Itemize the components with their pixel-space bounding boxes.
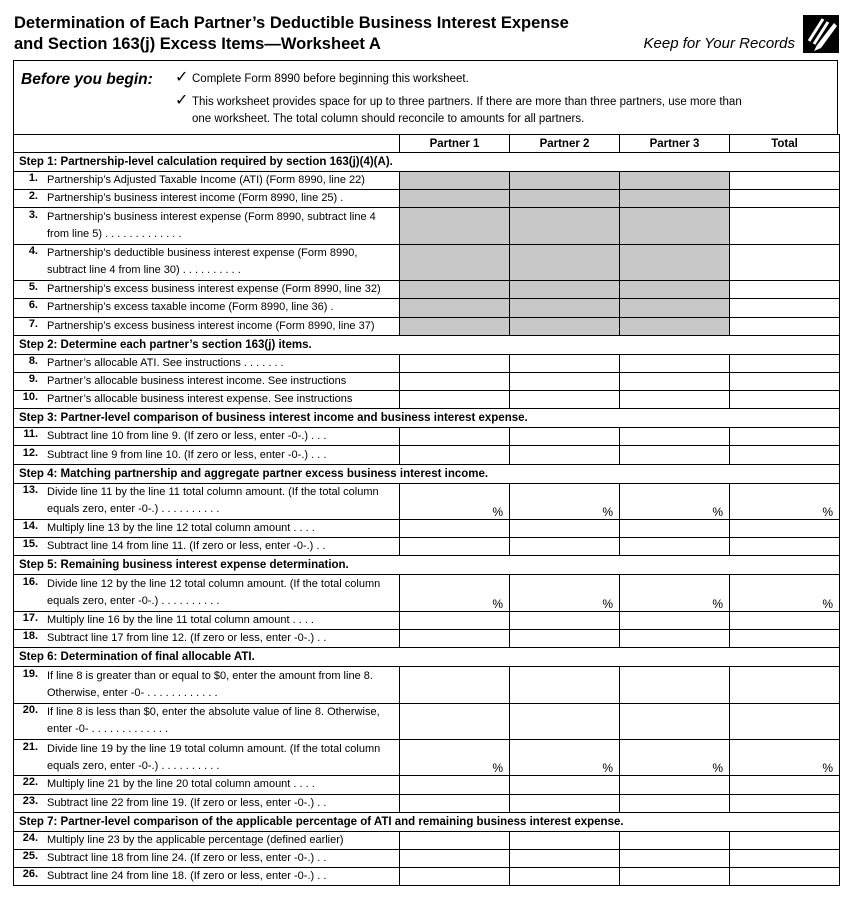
worksheet-line-row bbox=[14, 575, 840, 611]
line-number: 18. bbox=[22, 630, 38, 643]
entry-cell-total[interactable] bbox=[730, 630, 840, 648]
line-number: 15. bbox=[22, 538, 38, 551]
entry-cell-partner-2[interactable] bbox=[510, 538, 620, 556]
line-description: Multiply line 16 by the line 11 total column amount . . . . bbox=[47, 613, 314, 626]
percent-sign: % bbox=[822, 596, 833, 611]
entry-cell-total[interactable] bbox=[730, 538, 840, 556]
entry-cell-total[interactable] bbox=[730, 520, 840, 538]
worksheet-line-row bbox=[14, 391, 840, 409]
entry-cell-partner-1[interactable] bbox=[400, 538, 510, 556]
line-number: 25. bbox=[22, 850, 38, 863]
line-number: 2. bbox=[28, 190, 38, 203]
shaded-cell-partner-3 bbox=[620, 244, 730, 280]
entry-cell-partner-3[interactable] bbox=[620, 849, 730, 867]
line-description: Divide line 12 by the line 12 total column amount. (If the total column equals zero, enter -0-.) . . . . . . . . . . bbox=[47, 578, 381, 608]
line-label bbox=[14, 428, 400, 446]
entry-cell-partner-1[interactable] bbox=[400, 776, 510, 794]
line-number: 16. bbox=[22, 576, 38, 589]
worksheet-line-row bbox=[14, 483, 840, 519]
entry-cell-partner-1[interactable] bbox=[400, 868, 510, 886]
line-label bbox=[14, 538, 400, 556]
line-label bbox=[14, 172, 400, 190]
worksheet-line-row bbox=[14, 372, 840, 390]
worksheet-line-row bbox=[14, 446, 840, 464]
worksheet-line-row bbox=[14, 190, 840, 208]
worksheet-line-row bbox=[14, 794, 840, 812]
entry-cell-partner-1[interactable] bbox=[400, 483, 510, 519]
entry-cell-partner-3[interactable] bbox=[620, 868, 730, 886]
line-label bbox=[14, 630, 400, 648]
col-header-partner-1: Partner 1 bbox=[400, 135, 510, 153]
line-number: 13. bbox=[22, 484, 38, 497]
entry-cell-partner-1[interactable] bbox=[400, 428, 510, 446]
entry-cell-partner-2[interactable] bbox=[510, 391, 620, 409]
shaded-cell-partner-3 bbox=[620, 317, 730, 335]
line-label bbox=[14, 391, 400, 409]
percent-sign: % bbox=[602, 596, 613, 611]
entry-cell-partner-2[interactable] bbox=[510, 575, 620, 611]
entry-cell-total[interactable] bbox=[730, 776, 840, 794]
checklist-text-2a: This worksheet provides space for up to three partners. If there are more than three partners, use more than bbox=[192, 96, 742, 108]
entry-cell-partner-3[interactable] bbox=[620, 483, 730, 519]
column-header-row bbox=[14, 135, 840, 153]
entry-cell-partner-2[interactable] bbox=[510, 520, 620, 538]
line-number: 20. bbox=[22, 704, 38, 717]
title-line-1: Determination of Each Partner’s Deductible Business Interest Expense bbox=[14, 14, 569, 32]
line-description: Partnership’s excess taxable income (Form 8990, line 36) . bbox=[47, 301, 334, 314]
line-description: Multiply line 21 by the line 20 total column amount . . . . bbox=[47, 778, 315, 791]
step-title: Step 7: Partner-level comparison of the applicable percentage of ATI and remaining business interest expense. bbox=[14, 812, 840, 831]
line-number: 21. bbox=[22, 740, 38, 753]
entry-cell-partner-2[interactable] bbox=[510, 630, 620, 648]
entry-cell-total[interactable] bbox=[730, 172, 840, 190]
worksheet-line-row bbox=[14, 630, 840, 648]
line-description: Partnership’s deductible business interest expense (Form 8990, subtract line 4 from line 30) . . . . . . . . . . bbox=[47, 247, 358, 277]
entry-cell-total[interactable] bbox=[730, 208, 840, 244]
percent-sign: % bbox=[712, 505, 723, 520]
shaded-cell-partner-2 bbox=[510, 244, 620, 280]
shaded-cell-partner-3 bbox=[620, 281, 730, 299]
line-number: 1. bbox=[28, 172, 38, 185]
entry-cell-total[interactable] bbox=[730, 281, 840, 299]
shaded-cell-partner-2 bbox=[510, 317, 620, 335]
line-number: 17. bbox=[22, 611, 38, 624]
worksheet-line-row bbox=[14, 428, 840, 446]
shaded-cell-partner-2 bbox=[510, 172, 620, 190]
entry-cell-total[interactable] bbox=[730, 667, 840, 703]
line-number: 22. bbox=[22, 776, 38, 789]
line-label bbox=[14, 703, 400, 739]
line-description: Subtract line 10 from line 9. (If zero or less, enter -0-.) . . . bbox=[47, 430, 327, 443]
step-header-row bbox=[14, 812, 840, 831]
percent-sign: % bbox=[712, 761, 723, 776]
shaded-cell-partner-2 bbox=[510, 299, 620, 317]
entry-cell-partner-2[interactable] bbox=[510, 428, 620, 446]
entry-cell-partner-1[interactable] bbox=[400, 575, 510, 611]
shaded-cell-partner-1 bbox=[400, 208, 510, 244]
worksheet-line-row bbox=[14, 776, 840, 794]
entry-cell-partner-3[interactable] bbox=[620, 428, 730, 446]
step-header-row bbox=[14, 464, 840, 483]
entry-cell-partner-2[interactable] bbox=[510, 776, 620, 794]
entry-cell-partner-1[interactable] bbox=[400, 794, 510, 812]
entry-cell-partner-2[interactable] bbox=[510, 611, 620, 629]
line-label bbox=[14, 317, 400, 335]
line-label bbox=[14, 868, 400, 886]
line-description: Divide line 19 by the line 19 total column amount. (If the total column equals zero, enter -0-.) . . . . . . . . . . bbox=[47, 742, 381, 772]
worksheet-line-row bbox=[14, 739, 840, 775]
line-number: 24. bbox=[22, 831, 38, 844]
col-header-total: Total bbox=[730, 135, 840, 153]
entry-cell-total[interactable] bbox=[730, 611, 840, 629]
entry-cell-partner-1[interactable] bbox=[400, 831, 510, 849]
title-line-2: and Section 163(j) Excess Items—Worksheet A bbox=[14, 35, 381, 53]
entry-cell-total[interactable] bbox=[730, 190, 840, 208]
entry-cell-total[interactable] bbox=[730, 391, 840, 409]
worksheet-line-row bbox=[14, 172, 840, 190]
shaded-cell-partner-2 bbox=[510, 190, 620, 208]
entry-cell-partner-2[interactable] bbox=[510, 372, 620, 390]
step-title: Step 4: Matching partnership and aggregate partner excess business interest income. bbox=[14, 464, 840, 483]
line-number: 26. bbox=[22, 868, 38, 881]
entry-cell-total[interactable] bbox=[730, 372, 840, 390]
line-number: 9. bbox=[28, 373, 38, 385]
entry-cell-partner-3[interactable] bbox=[620, 667, 730, 703]
entry-cell-partner-3[interactable] bbox=[620, 391, 730, 409]
step-header-row bbox=[14, 556, 840, 575]
worksheet-line-row bbox=[14, 281, 840, 299]
step-title: Step 1: Partnership-level calculation required by section 163(j)(4)(A). bbox=[14, 153, 840, 172]
line-label bbox=[14, 794, 400, 812]
entry-cell-partner-3[interactable] bbox=[620, 538, 730, 556]
line-label bbox=[14, 611, 400, 629]
worksheet-line-row bbox=[14, 831, 840, 849]
entry-cell-partner-1[interactable] bbox=[400, 739, 510, 775]
entry-cell-partner-1[interactable] bbox=[400, 354, 510, 372]
entry-cell-partner-2[interactable] bbox=[510, 739, 620, 775]
entry-cell-total[interactable] bbox=[730, 317, 840, 335]
step-header-row bbox=[14, 335, 840, 354]
shaded-cell-partner-3 bbox=[620, 299, 730, 317]
line-label bbox=[14, 354, 400, 372]
before-you-begin-box bbox=[13, 60, 838, 134]
shaded-cell-partner-1 bbox=[400, 317, 510, 335]
entry-cell-partner-2[interactable] bbox=[510, 831, 620, 849]
entry-cell-total[interactable] bbox=[730, 849, 840, 867]
entry-cell-partner-1[interactable] bbox=[400, 667, 510, 703]
entry-cell-partner-3[interactable] bbox=[620, 354, 730, 372]
entry-cell-total[interactable] bbox=[730, 244, 840, 280]
line-number: 5. bbox=[28, 281, 38, 294]
shaded-cell-partner-1 bbox=[400, 299, 510, 317]
entry-cell-total[interactable] bbox=[730, 354, 840, 372]
line-number: 7. bbox=[28, 317, 38, 330]
checkmark-icon: ✓ bbox=[175, 69, 189, 86]
entry-cell-partner-3[interactable] bbox=[620, 739, 730, 775]
entry-cell-partner-1[interactable] bbox=[400, 520, 510, 538]
line-number: 4. bbox=[28, 245, 38, 258]
shaded-cell-partner-3 bbox=[620, 208, 730, 244]
line-label bbox=[14, 831, 400, 849]
line-label bbox=[14, 244, 400, 280]
worksheet-line-row bbox=[14, 667, 840, 703]
entry-cell-partner-2[interactable] bbox=[510, 703, 620, 739]
line-label bbox=[14, 483, 400, 519]
entry-cell-partner-2[interactable] bbox=[510, 354, 620, 372]
entry-cell-total[interactable] bbox=[730, 575, 840, 611]
worksheet-line-row bbox=[14, 611, 840, 629]
percent-sign: % bbox=[492, 505, 503, 520]
line-description: Subtract line 22 from line 19. (If zero or less, enter -0-.) . . bbox=[47, 796, 327, 809]
line-label bbox=[14, 776, 400, 794]
line-label bbox=[14, 372, 400, 390]
checkmark-icon: ✓ bbox=[175, 92, 189, 109]
checklist-text-1: Complete Form 8990 before beginning this worksheet. bbox=[192, 73, 469, 85]
entry-cell-partner-1[interactable] bbox=[400, 372, 510, 390]
worksheet-line-row bbox=[14, 538, 840, 556]
line-number: 23. bbox=[22, 794, 38, 807]
line-number: 6. bbox=[28, 299, 38, 312]
entry-cell-total[interactable] bbox=[730, 446, 840, 464]
entry-cell-partner-3[interactable] bbox=[620, 831, 730, 849]
entry-cell-partner-3[interactable] bbox=[620, 611, 730, 629]
line-description: Partnership’s Adjusted Taxable Income (ATI) (Form 8990, line 22) bbox=[47, 174, 365, 187]
entry-cell-partner-1[interactable] bbox=[400, 391, 510, 409]
line-number: 8. bbox=[28, 354, 38, 367]
line-description: Multiply line 13 by the line 12 total column amount . . . . bbox=[47, 522, 315, 535]
line-label bbox=[14, 299, 400, 317]
entry-cell-partner-1[interactable] bbox=[400, 703, 510, 739]
line-description: Subtract line 24 from line 18. (If zero or less, enter -0-.) . . bbox=[47, 870, 327, 883]
worksheet-line-row bbox=[14, 703, 840, 739]
step-title: Step 6: Determination of final allocable ATI. bbox=[14, 648, 840, 667]
shaded-cell-partner-2 bbox=[510, 281, 620, 299]
entry-cell-partner-2[interactable] bbox=[510, 849, 620, 867]
line-number: 12. bbox=[22, 446, 38, 459]
entry-cell-total[interactable] bbox=[730, 739, 840, 775]
worksheet-line-row bbox=[14, 354, 840, 372]
shaded-cell-partner-1 bbox=[400, 190, 510, 208]
line-description: Partner’s allocable business interest expense. See instructions bbox=[47, 393, 353, 406]
keep-for-records-label: Keep for Your Records bbox=[643, 35, 795, 52]
line-label bbox=[14, 190, 400, 208]
line-description: Partner’s allocable ATI. See instructions . . . . . . . bbox=[47, 356, 284, 369]
worksheet-line-row bbox=[14, 520, 840, 538]
line-label bbox=[14, 208, 400, 244]
line-description: Subtract line 18 from line 24. (If zero or less, enter -0-.) . . bbox=[47, 852, 327, 865]
line-description: Partnership’s excess business interest expense (Form 8990, line 32) bbox=[47, 283, 381, 296]
line-description: Subtract line 14 from line 11. (If zero or less, enter -0-.) . . bbox=[47, 540, 326, 553]
percent-sign: % bbox=[602, 761, 613, 776]
step-title: Step 5: Remaining business interest expense determination. bbox=[14, 556, 840, 575]
step-title: Step 3: Partner-level comparison of business interest income and business interest expense. bbox=[14, 409, 840, 428]
line-label bbox=[14, 667, 400, 703]
line-description: Partner’s allocable business interest income. See instructions bbox=[47, 375, 347, 387]
step-header-row bbox=[14, 648, 840, 667]
percent-sign: % bbox=[822, 761, 833, 776]
worksheet-line-row bbox=[14, 868, 840, 886]
step-header-row bbox=[14, 153, 840, 172]
shaded-cell-partner-2 bbox=[510, 208, 620, 244]
line-number: 14. bbox=[22, 520, 38, 533]
entry-cell-partner-1[interactable] bbox=[400, 446, 510, 464]
shaded-cell-partner-1 bbox=[400, 281, 510, 299]
worksheet-line-row bbox=[14, 208, 840, 244]
blank-header bbox=[14, 135, 400, 153]
line-description: Partnership’s business interest expense (Form 8990, subtract line 4 from line 5) . . . . . . . . . . . . . bbox=[47, 211, 376, 241]
line-description: Subtract line 17 from line 12. (If zero or less, enter -0-.) . . bbox=[47, 632, 327, 645]
percent-sign: % bbox=[492, 596, 503, 611]
line-label bbox=[14, 520, 400, 538]
entry-cell-total[interactable] bbox=[730, 868, 840, 886]
line-label bbox=[14, 739, 400, 775]
col-header-partner-3: Partner 3 bbox=[620, 135, 730, 153]
entry-cell-partner-2[interactable] bbox=[510, 794, 620, 812]
entry-cell-partner-1[interactable] bbox=[400, 611, 510, 629]
line-number: 11. bbox=[23, 428, 38, 441]
entry-cell-total[interactable] bbox=[730, 703, 840, 739]
entry-cell-partner-2[interactable] bbox=[510, 483, 620, 519]
line-description: Subtract line 9 from line 10. (If zero or less, enter -0-.) . . . bbox=[47, 448, 327, 461]
percent-sign: % bbox=[602, 505, 613, 520]
line-number: 19. bbox=[22, 667, 38, 680]
shaded-cell-partner-1 bbox=[400, 172, 510, 190]
entry-cell-partner-1[interactable] bbox=[400, 630, 510, 648]
entry-cell-partner-3[interactable] bbox=[620, 520, 730, 538]
before-you-begin-label: Before you begin: bbox=[21, 71, 153, 88]
line-description: If line 8 is greater than or equal to $0, enter the amount from line 8. Otherwise, enter -0- . . . . . . . . . . . . bbox=[47, 669, 373, 699]
checklist-text-2b: one worksheet. The total column should reconcile to amounts for all partners. bbox=[192, 113, 585, 125]
worksheet-title bbox=[14, 13, 569, 55]
entry-cell-partner-3[interactable] bbox=[620, 446, 730, 464]
line-label bbox=[14, 849, 400, 867]
entry-cell-partner-3[interactable] bbox=[620, 630, 730, 648]
entry-cell-partner-3[interactable] bbox=[620, 776, 730, 794]
entry-cell-total[interactable] bbox=[730, 428, 840, 446]
pen-icon bbox=[803, 15, 839, 53]
line-number: 10. bbox=[22, 391, 38, 404]
worksheet-line-row bbox=[14, 244, 840, 280]
entry-cell-partner-2[interactable] bbox=[510, 446, 620, 464]
step-header-row bbox=[14, 409, 840, 428]
step-title: Step 2: Determine each partner’s section 163(j) items. bbox=[14, 335, 840, 354]
line-label bbox=[14, 575, 400, 611]
entry-cell-partner-3[interactable] bbox=[620, 794, 730, 812]
shaded-cell-partner-3 bbox=[620, 190, 730, 208]
percent-sign: % bbox=[822, 505, 833, 520]
entry-cell-partner-3[interactable] bbox=[620, 703, 730, 739]
line-label bbox=[14, 281, 400, 299]
percent-sign: % bbox=[492, 761, 503, 776]
line-description: Divide line 11 by the line 11 total column amount. (If the total column equals zero, enter -0-.) . . . . . . . . . . bbox=[47, 486, 379, 516]
line-description: If line 8 is less than $0, enter the absolute value of line 8. Otherwise, enter -0- . . . . . . . . . . . . . bbox=[47, 706, 380, 736]
line-label bbox=[14, 446, 400, 464]
line-description: Partnership’s excess business interest income (Form 8990, line 37) bbox=[47, 319, 375, 332]
entry-cell-partner-1[interactable] bbox=[400, 849, 510, 867]
line-description: Partnership’s business interest income (Form 8990, line 25) . bbox=[47, 192, 344, 205]
line-number: 3. bbox=[28, 209, 38, 222]
worksheet-line-row bbox=[14, 299, 840, 317]
entry-cell-partner-3[interactable] bbox=[620, 575, 730, 611]
col-header-partner-2: Partner 2 bbox=[510, 135, 620, 153]
line-description: Multiply line 23 by the applicable percentage (defined earlier) bbox=[47, 833, 344, 846]
entry-cell-partner-2[interactable] bbox=[510, 667, 620, 703]
worksheet-line-row bbox=[14, 317, 840, 335]
worksheet-line-row bbox=[14, 849, 840, 867]
entry-cell-total[interactable] bbox=[730, 483, 840, 519]
percent-sign: % bbox=[712, 596, 723, 611]
checklist-item-2 bbox=[175, 92, 742, 128]
entry-cell-total[interactable] bbox=[730, 831, 840, 849]
shaded-cell-partner-1 bbox=[400, 244, 510, 280]
worksheet-table bbox=[13, 134, 840, 886]
shaded-cell-partner-3 bbox=[620, 172, 730, 190]
checklist-item-1 bbox=[175, 69, 469, 88]
entry-cell-total[interactable] bbox=[730, 299, 840, 317]
entry-cell-partner-3[interactable] bbox=[620, 372, 730, 390]
entry-cell-partner-2[interactable] bbox=[510, 868, 620, 886]
entry-cell-total[interactable] bbox=[730, 794, 840, 812]
